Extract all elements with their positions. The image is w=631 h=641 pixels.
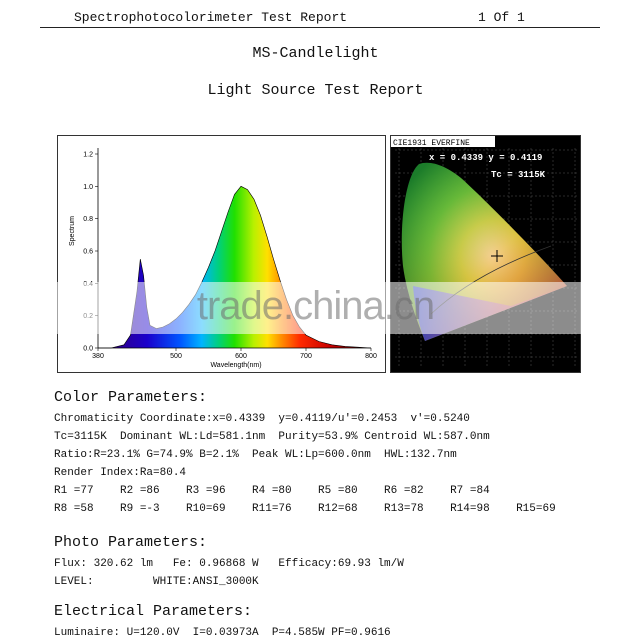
header-rule xyxy=(40,27,600,28)
y-tick-label: 1.2 xyxy=(83,151,93,159)
color-line: Tc=3115K Dominant WL:Ld=581.1nm Purity=53.9% Centroid WL:587.0nm xyxy=(54,431,490,443)
photo-line: LEVEL: WHITE:ANSI_3000K xyxy=(54,576,259,588)
x-tick-label: 500 xyxy=(170,353,182,360)
x-tick-label: 800 xyxy=(365,353,377,360)
spectrum-svg xyxy=(58,136,385,372)
photo-parameters-heading: Photo Parameters: xyxy=(54,534,208,551)
cie-cct: Tc = 3115K xyxy=(491,170,546,180)
x-tick-label: 700 xyxy=(300,353,312,360)
color-line: Chromaticity Coordinate:x=0.4339 y=0.4119/u'=0.2453 v'=0.5240 xyxy=(54,413,470,425)
y-tick-label: 0.0 xyxy=(83,345,93,353)
x-tick-label: 380 xyxy=(92,353,104,360)
color-line: R8 =58 R9 =-3 R10=69 R11=76 R12=68 R13=78 R14=98 R15=69 xyxy=(54,503,556,515)
color-line: Ratio:R=23.1% G=74.9% B=2.1% Peak WL:Lp=600.0nm HWL:132.7nm xyxy=(54,449,457,461)
y-axis-label: Spectrum xyxy=(69,216,76,246)
cie-svg xyxy=(391,136,580,372)
document-subtitle: Light Source Test Report xyxy=(207,82,424,99)
cie-title: CIE1931 EVERFINE xyxy=(393,139,470,148)
report-header-title: Spectrophotocolorimeter Test Report xyxy=(74,10,348,25)
y-tick-label: 0.6 xyxy=(83,248,93,256)
document-title: MS-Candlelight xyxy=(252,45,379,62)
electrical-parameters-heading: Electrical Parameters: xyxy=(54,603,253,620)
page-indicator: 1 Of 1 xyxy=(478,10,525,25)
y-tick-label: 1.0 xyxy=(83,183,93,191)
cie-chromaticity-diagram xyxy=(390,135,581,373)
x-tick-label: 600 xyxy=(235,353,247,360)
spectrum-chart xyxy=(57,135,386,373)
x-axis-label: Wavelength(nm) xyxy=(210,362,262,369)
color-line: Render Index:Ra=80.4 xyxy=(54,467,187,479)
cie-coordinate: x = 0.4339 y = 0.4119 xyxy=(429,153,543,163)
y-tick-label: 0.8 xyxy=(83,216,93,224)
color-line: R1 =77 R2 =86 R3 =96 R4 =80 R5 =80 R6 =82 R7 =84 xyxy=(54,485,490,497)
electrical-line: Luminaire: U=120.0V I=0.03973A P=4.585W PF=0.9616 xyxy=(54,627,391,639)
watermark-text: trade.china.cn xyxy=(196,284,435,328)
photo-line: Flux: 320.62 lm Fe: 0.96868 W Efficacy:69.93 lm/W xyxy=(54,558,404,570)
color-parameters-heading: Color Parameters: xyxy=(54,389,208,406)
